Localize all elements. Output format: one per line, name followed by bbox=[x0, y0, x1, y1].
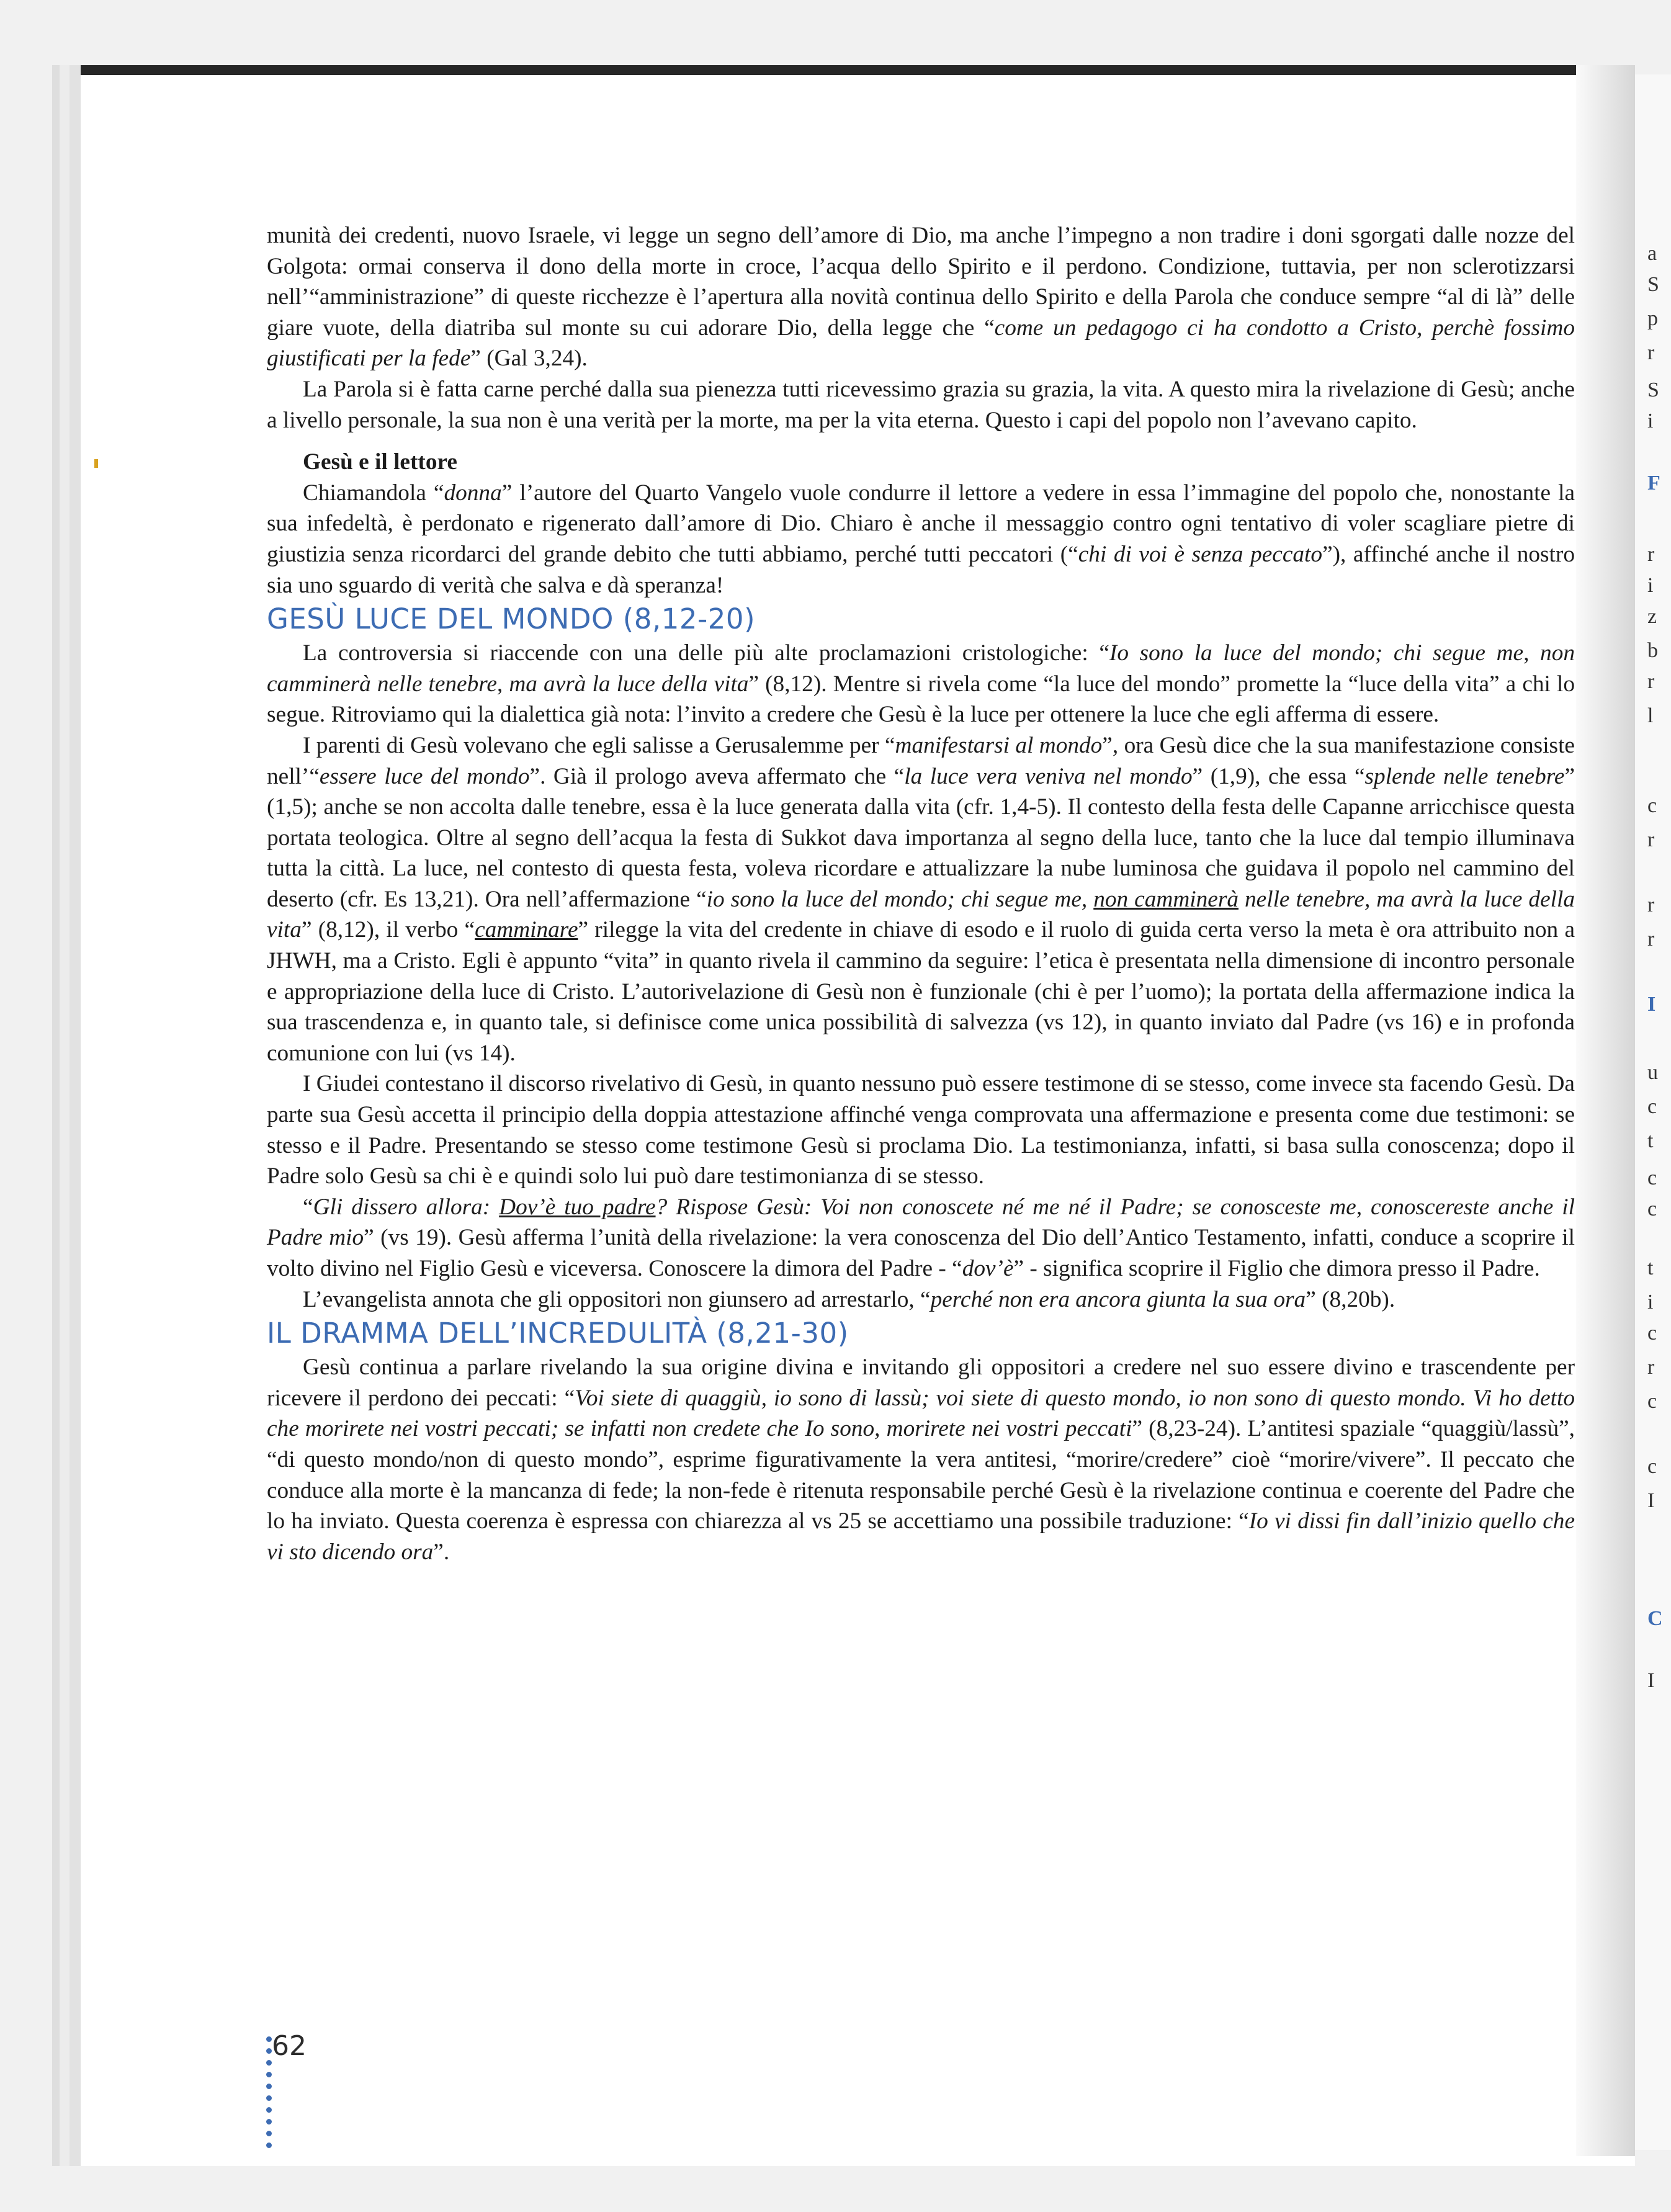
facing-letter: i bbox=[1647, 1291, 1654, 1314]
paragraph bbox=[267, 478, 1575, 601]
dot bbox=[266, 2048, 272, 2054]
text-run: ”), affinché anche il nostro sia uno sguardo di verità che salva e dà speranza! bbox=[267, 541, 1575, 598]
facing-letter: I bbox=[1647, 993, 1656, 1016]
quote-run: Io sono la luce del mondo; chi segue me, non camminerà nelle tenebre, ma avrà la luce della vita bbox=[267, 640, 1575, 697]
facing-letter: I bbox=[1647, 1669, 1655, 1692]
dot bbox=[266, 2036, 272, 2042]
text-run: ”. Già il prologo aveva affermato che “ bbox=[529, 763, 905, 789]
section-title-luce: GESÙ LUCE DEL MONDO (8,12-20) bbox=[267, 602, 756, 636]
body-text bbox=[267, 220, 1575, 1567]
text-run: I parenti di Gesù volevano che egli salisse a Gerusalemme per “ bbox=[303, 732, 895, 758]
facing-letter: p bbox=[1647, 307, 1658, 330]
facing-letter: S bbox=[1647, 378, 1659, 401]
quote-run: io sono la luce del mondo; chi segue me, bbox=[706, 886, 1094, 912]
underlined-quote-run: camminare bbox=[475, 917, 578, 943]
facing-letter: u bbox=[1647, 1061, 1658, 1084]
underlined-quote-run: Dov’è tuo padre bbox=[499, 1194, 656, 1220]
page-number: 62 bbox=[272, 2030, 307, 2062]
facing-letter: b bbox=[1647, 639, 1658, 662]
text-run: La Parola si è fatta carne perché dalla sua pienezza tutti ricevessimo grazia su grazia, la vita. A questo mira la rivelazione di Gesù; anche a livello personale, la sua non è una verità per la morte, ma per la vita eterna. Questo i capi del popolo non l’avevano capito. bbox=[267, 376, 1575, 433]
text-run: ” l’autore del Quarto Vangelo vuole condurre il lettore a vedere in essa l’immagine del popolo che, nonostante la sua infedeltà, è perdonato e rigenerato dall’amore di Dio. Chiaro è anche il messaggio contro ogni tentativo di voler scagliare pietre di giustizia senza ricordarci del grande debito che tutti abbiamo, perché tutti peccatori (“ bbox=[267, 480, 1575, 567]
quote-run: come un pedagogo ci ha condotto a Cristo, perchè fossimo giustificati per la fede bbox=[267, 315, 1575, 372]
dot bbox=[266, 2060, 272, 2066]
facing-letter: i bbox=[1647, 410, 1654, 432]
facing-letter: a bbox=[1647, 242, 1657, 265]
subheading-lettore: Gesù e il lettore bbox=[303, 449, 457, 475]
text-run: ” (8,12). Mentre si rivela come “la luce del mondo” promette la “luce della vita” a chi lo segue. Ritroviamo qui la dialettica già nota: l’invito a credere che Gesù è la luce per ottenere la luce che egli afferma di essere. bbox=[267, 671, 1575, 728]
dot bbox=[266, 2072, 272, 2077]
facing-letter: r bbox=[1647, 1356, 1655, 1379]
paragraph bbox=[267, 638, 1575, 730]
text-run: ”. bbox=[433, 1539, 450, 1565]
quote-run: donna bbox=[444, 480, 502, 506]
facing-letter: r bbox=[1647, 670, 1655, 693]
facing-letter: l bbox=[1647, 704, 1654, 727]
quote-run: chi di voi è senza peccato bbox=[1078, 541, 1323, 567]
facing-letter: I bbox=[1647, 1489, 1655, 1512]
text-run: munità dei credenti, nuovo Israele, vi legge un segno dell’amore di Dio, ma anche l’impegno a non tradire i doni sgorgati dalle nozze del Golgota: ormai conserva il dono della morte in croce, l’acqua dello Spirito e il perdono. Condizione, tuttavia, per non sclerotizzarsi nell’“amministrazione” di queste ricchezze è l’apertura alla novità continua dello Spirito e della Parola che conduce sempre “al di là” delle giare vuote, della diatriba sul monte su cui adorare Dio, della legge che “ bbox=[267, 223, 1575, 341]
facing-letter: z bbox=[1647, 605, 1657, 628]
facing-letter: r bbox=[1647, 828, 1655, 851]
dot bbox=[266, 2095, 272, 2101]
paragraph bbox=[267, 730, 1575, 1069]
quote-run: Io vi dissi fin dall’inizio quello che vi sto dicendo ora bbox=[267, 1508, 1575, 1565]
paragraph bbox=[267, 1284, 1575, 1315]
facing-letter: S bbox=[1647, 273, 1659, 296]
facing-letter: c bbox=[1647, 794, 1657, 817]
text-run: ” - significa scoprire il Figlio che dimora presso il Padre. bbox=[1013, 1256, 1540, 1281]
dot bbox=[266, 2119, 272, 2125]
facing-letter: c bbox=[1647, 1390, 1657, 1413]
quote-run: nelle tenebre, ma avrà la luce della vita bbox=[267, 886, 1575, 943]
facing-letter: r bbox=[1647, 341, 1655, 364]
paragraph bbox=[267, 1192, 1575, 1284]
text-run: ” (Gal 3,24). bbox=[470, 346, 588, 372]
quote-run: ? Rispose Gesù: Voi non conoscete né me né il Padre; se conosceste me, conoscereste anche il Padre mio bbox=[267, 1194, 1575, 1251]
page-marker-tick bbox=[94, 459, 98, 468]
facing-letter: c bbox=[1647, 1166, 1657, 1189]
text-run: ” rilegge la vita del credente in chiave di esodo e il ruolo di guida certa verso la meta è ora attribuito non a JHWH, ma a Cristo. Egli è appunto “vita” in quanto rivela il cammino da seguire: l’etica è presentata nella dimensione di incontro personale e appropriazione della luce di Cristo. L’autorivelazione di Gesù non è funzionale (chi è per l’uomo); la portata della affermazione indica la sua trascendenza e, in quanto tale, si definisce come unica possibilità di salvezza (vs 12), in quanto inviato dal Padre (vs 16) e in profonda comunione con lui (vs 14). bbox=[267, 917, 1575, 1066]
paragraph bbox=[267, 220, 1575, 374]
paragraph bbox=[267, 1352, 1575, 1567]
text-run: L’evangelista annota che gli oppositori non giunsero ad arrestarlo, “ bbox=[303, 1286, 931, 1312]
quote-run: splende nelle tenebre bbox=[1364, 763, 1565, 789]
text-run: “ bbox=[303, 1194, 313, 1220]
quote-run: Voi siete di quaggiù, io sono di lassù; voi siete di questo mondo, io non sono di questo mondo. Vi ho detto che morirete nei vostri peccati; se infatti non credete che Io sono, morirete nei vostri peccati bbox=[267, 1385, 1575, 1442]
text-run: ” (8,23-24). L’antitesi spaziale “quaggiù/lassù”, “di questo mondo/non di questo mondo”, esprime figurativamente la vera antitesi, “morire/credere” cioè “morire/vivere”. Il peccato che conduce alla morte è la mancanza di fede; la non-fede è ritenuta responsabile perché Gesù è la rivelazione continua e coerente del Padre che lo ha inviato. Questa coerenza è espressa con chiarezza al vs 25 se accettiamo una possibile traduzione: “ bbox=[267, 1416, 1575, 1534]
text-run: ” (8,12), il verbo “ bbox=[301, 917, 475, 943]
facing-letter: r bbox=[1647, 893, 1655, 916]
facing-letter: c bbox=[1647, 1095, 1657, 1118]
quote-run: manifestarsi al mondo bbox=[895, 732, 1103, 758]
text-run: ” (8,20b). bbox=[1306, 1286, 1395, 1312]
quote-run: perché non era ancora giunta la sua ora bbox=[930, 1286, 1306, 1312]
facing-letter: i bbox=[1647, 574, 1654, 597]
facing-letter: C bbox=[1647, 1607, 1663, 1630]
text-run: Chiamandola “ bbox=[303, 480, 444, 506]
facing-letter: r bbox=[1647, 543, 1655, 566]
facing-letter: c bbox=[1647, 1455, 1657, 1478]
quote-run: la luce vera veniva nel mondo bbox=[904, 763, 1193, 789]
text-run: ” (vs 19). Gesù afferma l’unità della rivelazione: la vera conoscenza del Dio dell’Antico Testamento, infatti, conduce a scoprire il volto divino nel Figlio Gesù e viceversa. Conoscere la dimora del Padre - “ bbox=[267, 1225, 1575, 1281]
quote-run: Gli dissero allora: bbox=[313, 1194, 500, 1220]
section-title-incredulita: IL DRAMMA DELL’INCREDULITÀ (8,21-30) bbox=[267, 1317, 849, 1350]
text-run: I Giudei contestano il discorso rivelativo di Gesù, in quanto nessuno può essere testimone di se stesso, come invece sta facendo Gesù. Da parte sua Gesù accetta il principio della doppia attestazione affinché venga comprovata una affermazione e presenta come due testimoni: se stesso e il Padre. Presentando se stesso come testimone Gesù si proclama Dio. La testimonianza, infatti, si basa sulla conoscenza; dopo il Padre solo Gesù sa chi è e quindi solo lui può dare testimonianza di se stesso. bbox=[267, 1071, 1575, 1189]
dot bbox=[266, 2143, 272, 2148]
facing-letter: F bbox=[1647, 472, 1660, 495]
text-run: La controversia si riaccende con una delle più alte proclamazioni cristologiche: “ bbox=[303, 640, 1109, 666]
facing-letter: c bbox=[1647, 1198, 1657, 1220]
text-run: ”, ora Gesù dice che la sua manifestazione consiste nell’“ bbox=[267, 732, 1575, 789]
dot bbox=[266, 2084, 272, 2089]
facing-letter: r bbox=[1647, 928, 1655, 951]
underlined-quote-run: non camminerà bbox=[1093, 886, 1239, 912]
facing-letter: c bbox=[1647, 1322, 1657, 1345]
quote-run: essere luce del mondo bbox=[319, 763, 530, 789]
paragraph bbox=[267, 374, 1575, 436]
text-run: ” (1,5); anche se non accolta dalle tenebre, essa è la luce generata dalla vita (cfr. 1,4-5). Il contesto della festa delle Capanne arricchisce questa portata teologica. Oltre al segno dell’acqua la festa di Sukkot dava importanza al segno della luce, tanto che la luce dal tempio illuminava tutta la città. La luce, nel contesto di questa festa, voleva ricordare e attualizzare la nube luminosa che guidava il popolo nel cammino del deserto (cfr. Es 13,21). Ora nell’affermazione “ bbox=[267, 763, 1575, 912]
quote-run: dov’è bbox=[962, 1256, 1014, 1281]
text-run: ” (1,9), che essa “ bbox=[1192, 763, 1365, 789]
facing-letter: t bbox=[1647, 1256, 1654, 1279]
facing-letter: t bbox=[1647, 1129, 1654, 1152]
paragraph bbox=[267, 1068, 1575, 1191]
text-run: Gesù continua a parlare rivelando la sua origine divina e invitando gli oppositori a credere nel suo essere divino e trascendente per ricevere il perdono dei peccati: “ bbox=[267, 1355, 1575, 1411]
page-gutter-shadow bbox=[1576, 65, 1635, 2156]
dot bbox=[266, 2107, 272, 2113]
dot bbox=[266, 2131, 272, 2136]
